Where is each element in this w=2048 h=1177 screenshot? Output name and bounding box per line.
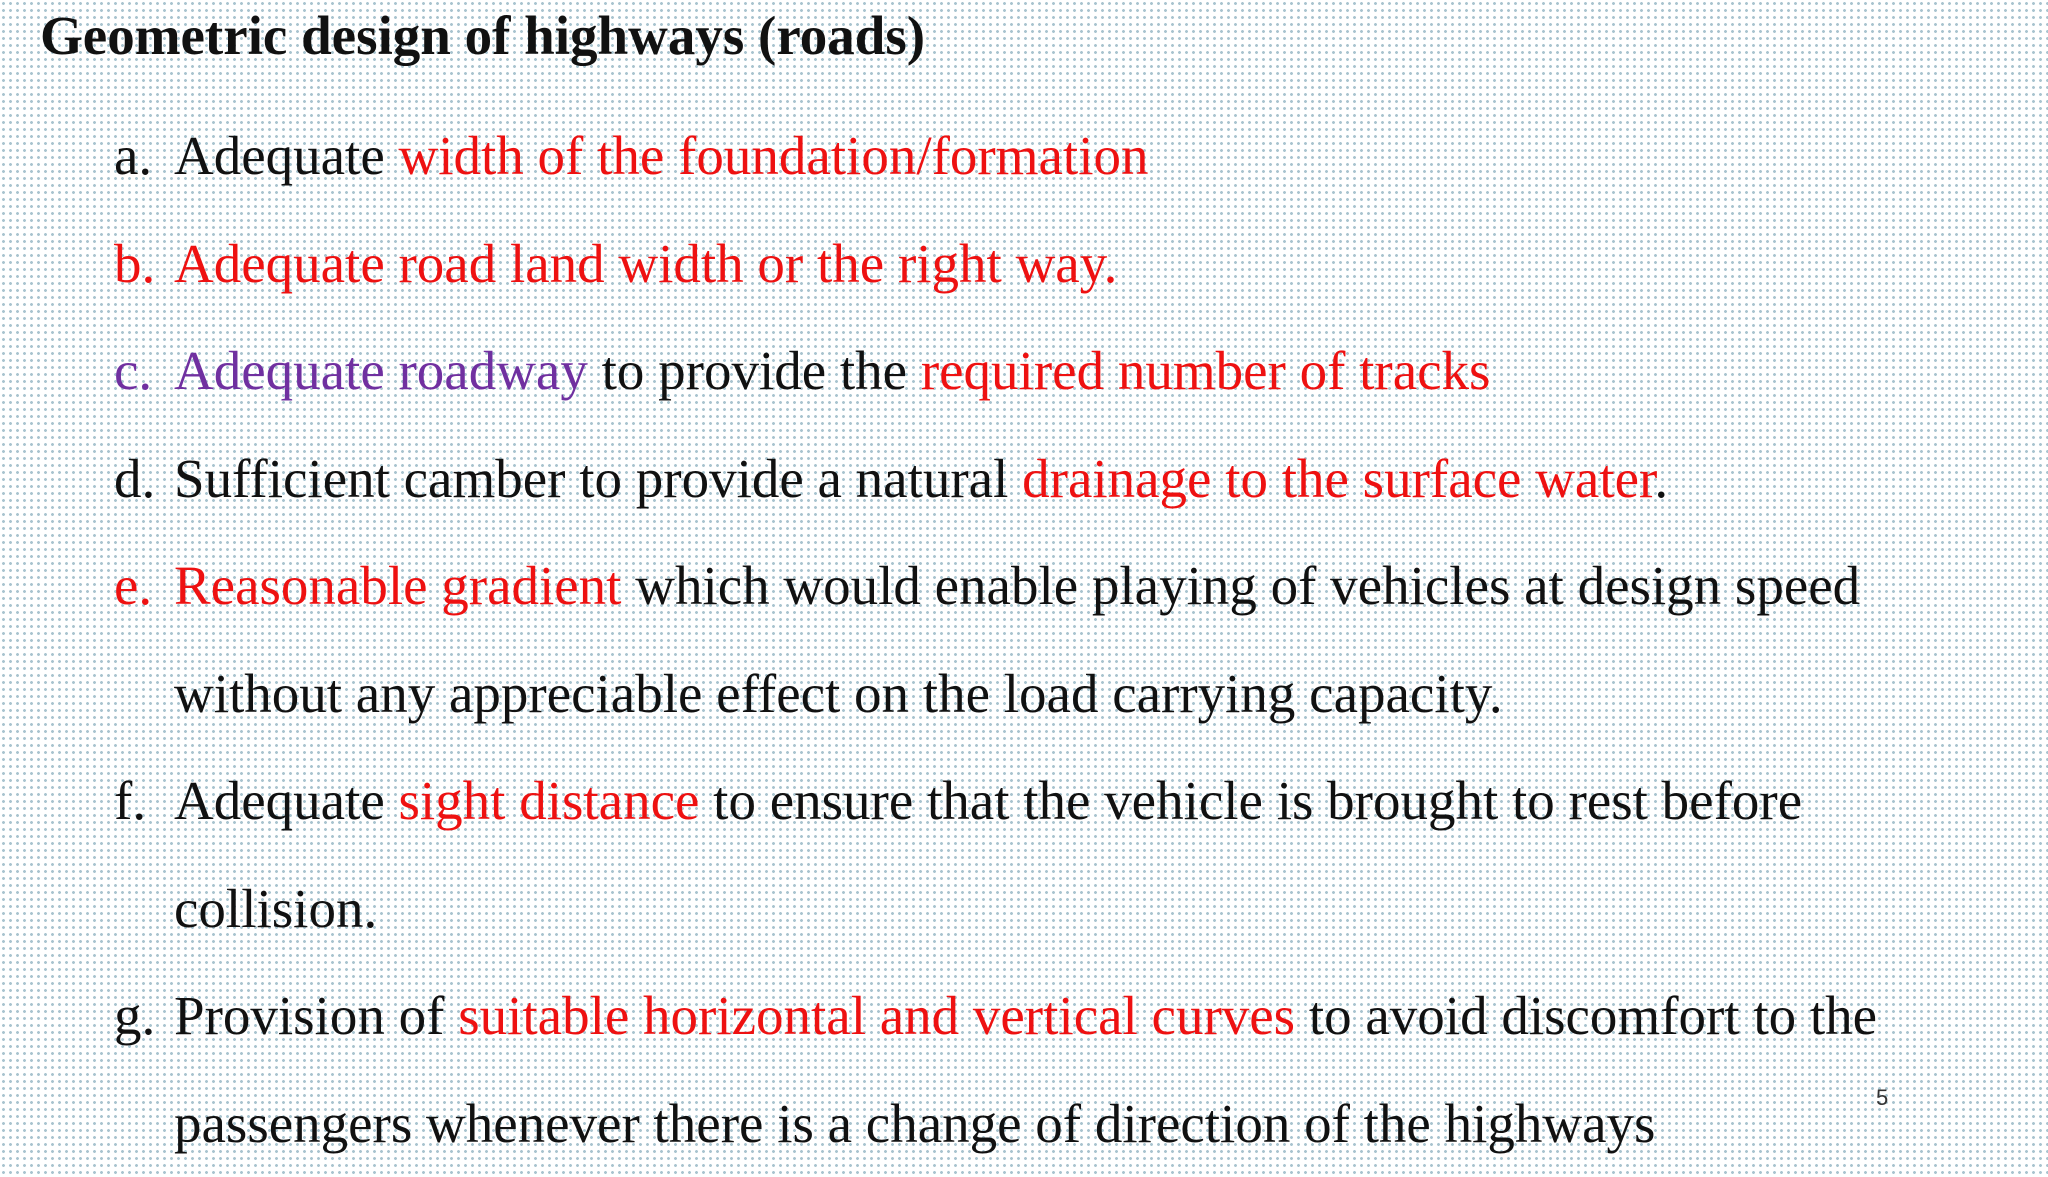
item-marker: g.: [114, 985, 156, 1046]
item-marker: e.: [114, 555, 153, 616]
item-text-segment: which would enable playing of vehicles at design speed: [621, 555, 1861, 616]
item-text-segment: to ensure that the vehicle is brought to rest before: [699, 770, 1803, 831]
item-text-segment: to avoid discomfort to the: [1295, 985, 1878, 1046]
item-text-segment: .: [1654, 447, 1669, 509]
item-text-segment: Adequate: [174, 125, 399, 186]
item-marker: a.: [114, 125, 153, 186]
requirements-list: [114, 102, 2044, 1177]
item-text-segment: to provide the: [587, 340, 921, 401]
list-item: [114, 532, 2044, 747]
item-text-segment: Provision of: [174, 985, 459, 1046]
item-text-segment: sight distance: [398, 770, 700, 831]
item-text-segment: Reasonable gradient: [174, 555, 622, 616]
item-text-segment: drainage to the surface water: [1022, 447, 1655, 509]
list-item: [114, 102, 2044, 210]
item-marker: b.: [114, 232, 156, 294]
item-text-segment: required number of tracks: [920, 340, 1491, 401]
item-marker: f.: [114, 770, 147, 831]
item-text-segment: passengers whenever there is a change of direction of the highways: [174, 1092, 1656, 1154]
item-text-segment: Adequate road land width or the right way.: [174, 232, 1118, 294]
item-marker: d.: [114, 447, 156, 509]
list-item: [114, 210, 2044, 318]
list-item: [114, 962, 2044, 1177]
item-text-segment: without any appreciable effect on the load carrying capacity.: [174, 662, 1503, 724]
list-item: [114, 747, 2044, 962]
item-text-segment: suitable horizontal and vertical curves: [458, 985, 1296, 1046]
slide-number: 5: [1876, 1085, 1889, 1110]
item-text-segment: Adequate roadway: [174, 340, 588, 401]
slide-title: Geometric design of highways (roads): [40, 5, 926, 66]
list-item: [114, 317, 2044, 425]
item-text-segment: Sufficient camber to provide a natural: [174, 447, 1023, 509]
item-text-segment: Adequate: [174, 770, 399, 831]
item-text-segment: width of the foundation/formation: [398, 125, 1149, 186]
item-marker: c.: [114, 340, 153, 401]
list-item: [114, 425, 2044, 533]
item-text-segment: collision.: [174, 877, 378, 939]
